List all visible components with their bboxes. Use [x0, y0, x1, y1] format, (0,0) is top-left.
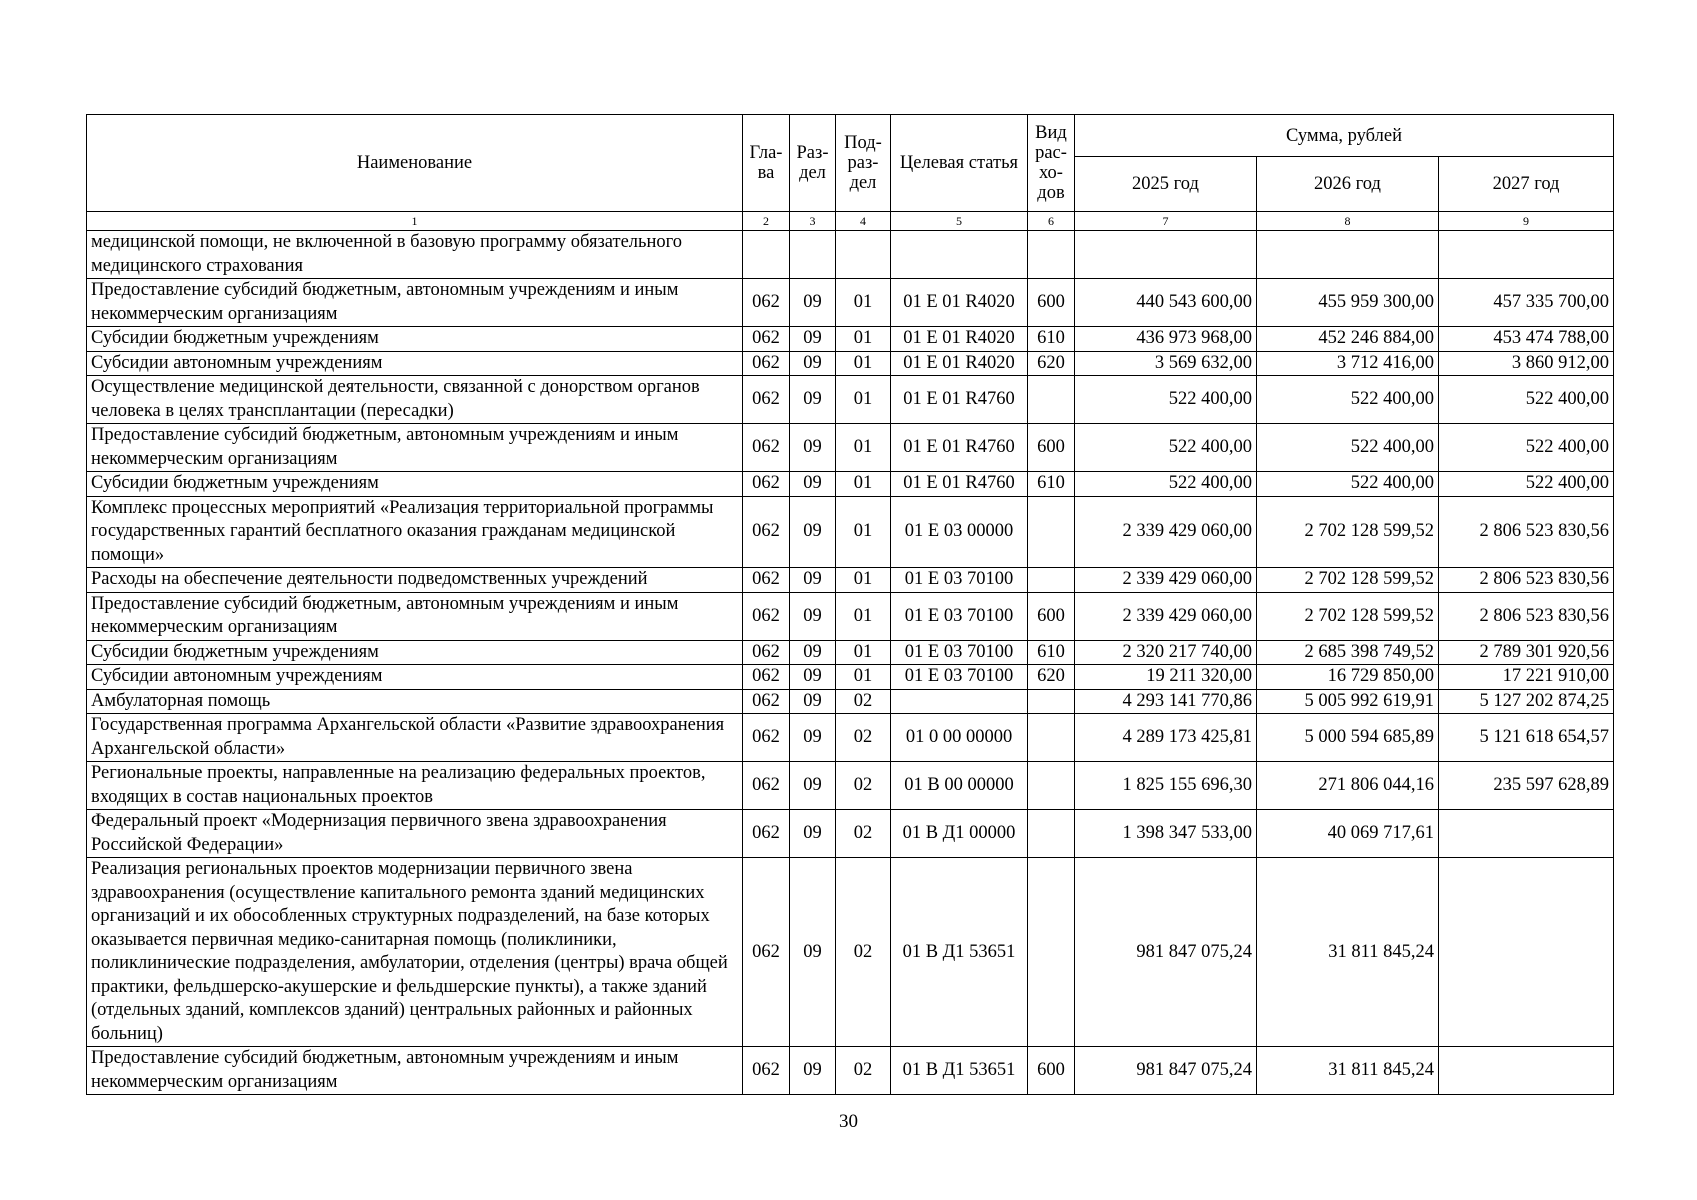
row-target-item: 01 Е 01 R4020: [891, 327, 1028, 352]
row-sum-2026: 5 000 594 685,89: [1257, 714, 1439, 762]
row-name: Субсидии бюджетным учреждениям: [87, 472, 743, 497]
column-number: 9: [1439, 212, 1614, 231]
table-row: [87, 762, 1614, 810]
row-section: 09: [790, 714, 836, 762]
row-sum-2025: 522 400,00: [1075, 376, 1257, 424]
row-chapter: 062: [743, 689, 790, 714]
row-section: 09: [790, 592, 836, 640]
header-sum: Сумма, рублей: [1075, 115, 1614, 157]
row-name: Реализация региональных проектов модернизации первичного звена здравоохранения (осуществление капитального ремонта зданий медицинских организаций и их обособленных структурных подразделений, на базе которых оказывается первичная медико-санитарная помощь (поликлиники, поликлинические подразделения, амбулатории, отделения (центры) врача общей практики, фельдшерско-акушерские и фельдшерские пункты), а также зданий (отдельных зданий, комплексов зданий) центральных районных и районных больниц): [87, 858, 743, 1047]
row-sum-2027: [1439, 810, 1614, 858]
header-name: Наименование: [87, 115, 743, 212]
row-sum-2026: 522 400,00: [1257, 472, 1439, 497]
row-sum-2025: 1 398 347 533,00: [1075, 810, 1257, 858]
column-number: 7: [1075, 212, 1257, 231]
row-target-item: 01 Е 01 R4760: [891, 472, 1028, 497]
row-expense-type: [1028, 231, 1075, 279]
row-expense-type: [1028, 810, 1075, 858]
row-sum-2027: 5 127 202 874,25: [1439, 689, 1614, 714]
header-year-2025: 2025 год: [1075, 157, 1257, 212]
row-target-item: 01 Е 01 R4760: [891, 376, 1028, 424]
row-subsection: [836, 231, 891, 279]
row-section: 09: [790, 472, 836, 497]
table-row: [87, 496, 1614, 568]
row-sum-2026: 2 702 128 599,52: [1257, 592, 1439, 640]
row-target-item: 01 Е 03 70100: [891, 640, 1028, 665]
column-number: 5: [891, 212, 1028, 231]
row-sum-2026: 5 005 992 619,91: [1257, 689, 1439, 714]
row-chapter: 062: [743, 496, 790, 568]
row-subsection: 01: [836, 640, 891, 665]
row-target-item: 01 0 00 00000: [891, 714, 1028, 762]
row-sum-2027: 17 221 910,00: [1439, 665, 1614, 690]
row-section: 09: [790, 424, 836, 472]
row-sum-2025: 436 973 968,00: [1075, 327, 1257, 352]
row-subsection: 02: [836, 689, 891, 714]
column-number: 8: [1257, 212, 1439, 231]
row-subsection: 01: [836, 424, 891, 472]
row-sum-2025: 4 293 141 770,86: [1075, 689, 1257, 714]
table-row: [87, 714, 1614, 762]
row-section: 09: [790, 858, 836, 1047]
column-number: 3: [790, 212, 836, 231]
row-target-item: 01 Е 01 R4020: [891, 279, 1028, 327]
row-sum-2025: 2 339 429 060,00: [1075, 592, 1257, 640]
row-sum-2025: [1075, 231, 1257, 279]
table-row: [87, 568, 1614, 593]
header-year-2026: 2026 год: [1257, 157, 1439, 212]
table-row: [87, 1047, 1614, 1095]
table-row: [87, 351, 1614, 376]
row-section: 09: [790, 496, 836, 568]
row-chapter: 062: [743, 810, 790, 858]
row-sum-2027: 457 335 700,00: [1439, 279, 1614, 327]
row-sum-2027: 2 789 301 920,56: [1439, 640, 1614, 665]
row-sum-2027: 2 806 523 830,56: [1439, 592, 1614, 640]
row-expense-type: 600: [1028, 1047, 1075, 1095]
row-sum-2026: 452 246 884,00: [1257, 327, 1439, 352]
row-sum-2026: 2 702 128 599,52: [1257, 496, 1439, 568]
row-section: 09: [790, 351, 836, 376]
row-expense-type: 620: [1028, 665, 1075, 690]
row-chapter: 062: [743, 592, 790, 640]
row-expense-type: [1028, 496, 1075, 568]
row-section: 09: [790, 689, 836, 714]
row-sum-2026: 271 806 044,16: [1257, 762, 1439, 810]
row-sum-2026: 40 069 717,61: [1257, 810, 1439, 858]
row-subsection: 01: [836, 327, 891, 352]
row-sum-2027: [1439, 1047, 1614, 1095]
row-expense-type: 600: [1028, 592, 1075, 640]
row-sum-2026: 455 959 300,00: [1257, 279, 1439, 327]
row-sum-2026: 2 702 128 599,52: [1257, 568, 1439, 593]
header-section: Раз-дел: [790, 115, 836, 212]
row-sum-2025: 981 847 075,24: [1075, 1047, 1257, 1095]
header-chapter: Гла-ва: [743, 115, 790, 212]
row-target-item: [891, 231, 1028, 279]
row-sum-2026: 522 400,00: [1257, 376, 1439, 424]
row-chapter: 062: [743, 279, 790, 327]
row-expense-type: [1028, 858, 1075, 1047]
row-subsection: 01: [836, 568, 891, 593]
table-row: [87, 327, 1614, 352]
row-subsection: 01: [836, 376, 891, 424]
table-row: [87, 424, 1614, 472]
row-expense-type: [1028, 689, 1075, 714]
row-target-item: 01 Е 03 70100: [891, 665, 1028, 690]
row-subsection: 01: [836, 351, 891, 376]
row-section: 09: [790, 327, 836, 352]
column-numbers-row: [87, 212, 1614, 231]
row-chapter: [743, 231, 790, 279]
table-row: [87, 472, 1614, 497]
row-chapter: 062: [743, 1047, 790, 1095]
row-name: Амбулаторная помощь: [87, 689, 743, 714]
row-name: медицинской помощи, не включенной в базовую программу обязательного медицинского страхования: [87, 231, 743, 279]
row-sum-2027: [1439, 858, 1614, 1047]
row-name: Осуществление медицинской деятельности, связанной с донорством органов человека в целях трансплантации (пересадки): [87, 376, 743, 424]
row-subsection: 02: [836, 762, 891, 810]
row-name: Предоставление субсидий бюджетным, автономным учреждениям и иным некоммерческим организациям: [87, 592, 743, 640]
row-target-item: 01 Е 03 00000: [891, 496, 1028, 568]
row-chapter: 062: [743, 665, 790, 690]
table-header: [87, 115, 1614, 231]
row-name: Государственная программа Архангельской области «Развитие здравоохранения Архангельской области»: [87, 714, 743, 762]
row-target-item: 01 В Д1 53651: [891, 1047, 1028, 1095]
row-sum-2025: 522 400,00: [1075, 472, 1257, 497]
header-year-2027: 2027 год: [1439, 157, 1614, 212]
row-sum-2027: 522 400,00: [1439, 376, 1614, 424]
row-subsection: 01: [836, 472, 891, 497]
row-section: 09: [790, 1047, 836, 1095]
row-section: 09: [790, 279, 836, 327]
header-subsection: Под-раз-дел: [836, 115, 891, 212]
row-section: 09: [790, 665, 836, 690]
row-section: 09: [790, 640, 836, 665]
row-sum-2026: 2 685 398 749,52: [1257, 640, 1439, 665]
row-sum-2026: 31 811 845,24: [1257, 1047, 1439, 1095]
row-sum-2027: 2 806 523 830,56: [1439, 496, 1614, 568]
row-name: Предоставление субсидий бюджетным, автономным учреждениям и иным некоммерческим организациям: [87, 279, 743, 327]
row-target-item: 01 Е 01 R4760: [891, 424, 1028, 472]
row-target-item: 01 Е 03 70100: [891, 592, 1028, 640]
row-sum-2027: 522 400,00: [1439, 472, 1614, 497]
row-sum-2025: 19 211 320,00: [1075, 665, 1257, 690]
table-row: [87, 858, 1614, 1047]
row-target-item: 01 Е 01 R4020: [891, 351, 1028, 376]
row-section: 09: [790, 810, 836, 858]
table-row: [87, 231, 1614, 279]
table-row: [87, 376, 1614, 424]
row-chapter: 062: [743, 472, 790, 497]
row-name: Комплекс процессных мероприятий «Реализация территориальной программы государственных гарантий бесплатного оказания гражданам медицинской помощи»: [87, 496, 743, 568]
row-name: Субсидии бюджетным учреждениям: [87, 327, 743, 352]
row-sum-2025: 981 847 075,24: [1075, 858, 1257, 1047]
page-number: 30: [839, 1111, 858, 1132]
row-sum-2027: 2 806 523 830,56: [1439, 568, 1614, 593]
column-number: 6: [1028, 212, 1075, 231]
table-row: [87, 640, 1614, 665]
row-sum-2026: 3 712 416,00: [1257, 351, 1439, 376]
row-target-item: 01 В Д1 53651: [891, 858, 1028, 1047]
row-chapter: 062: [743, 568, 790, 593]
row-name: Предоставление субсидий бюджетным, автономным учреждениям и иным некоммерческим организациям: [87, 424, 743, 472]
row-sum-2027: [1439, 231, 1614, 279]
row-expense-type: 610: [1028, 472, 1075, 497]
row-expense-type: 620: [1028, 351, 1075, 376]
row-subsection: 02: [836, 714, 891, 762]
row-chapter: 062: [743, 351, 790, 376]
row-subsection: 01: [836, 496, 891, 568]
table-row: [87, 279, 1614, 327]
row-subsection: 01: [836, 279, 891, 327]
row-subsection: 02: [836, 858, 891, 1047]
row-sum-2027: 5 121 618 654,57: [1439, 714, 1614, 762]
row-sum-2025: 2 339 429 060,00: [1075, 496, 1257, 568]
row-chapter: 062: [743, 714, 790, 762]
row-section: 09: [790, 376, 836, 424]
row-name: Субсидии автономным учреждениям: [87, 351, 743, 376]
budget-table: [86, 114, 1614, 1095]
table-row: [87, 592, 1614, 640]
row-section: 09: [790, 762, 836, 810]
row-subsection: 02: [836, 810, 891, 858]
row-chapter: 062: [743, 424, 790, 472]
row-sum-2025: 440 543 600,00: [1075, 279, 1257, 327]
row-target-item: [891, 689, 1028, 714]
row-target-item: 01 В Д1 00000: [891, 810, 1028, 858]
row-sum-2025: 2 320 217 740,00: [1075, 640, 1257, 665]
row-sum-2025: 1 825 155 696,30: [1075, 762, 1257, 810]
row-sum-2027: 453 474 788,00: [1439, 327, 1614, 352]
row-sum-2025: 2 339 429 060,00: [1075, 568, 1257, 593]
row-target-item: 01 В 00 00000: [891, 762, 1028, 810]
row-sum-2026: 522 400,00: [1257, 424, 1439, 472]
row-expense-type: 610: [1028, 327, 1075, 352]
row-chapter: 062: [743, 327, 790, 352]
row-chapter: 062: [743, 640, 790, 665]
column-number: 4: [836, 212, 891, 231]
column-number: 1: [87, 212, 743, 231]
row-sum-2025: 3 569 632,00: [1075, 351, 1257, 376]
row-expense-type: [1028, 714, 1075, 762]
row-name: Региональные проекты, направленные на реализацию федеральных проектов, входящих в состав национальных проектов: [87, 762, 743, 810]
row-section: [790, 231, 836, 279]
row-sum-2026: 31 811 845,24: [1257, 858, 1439, 1047]
row-expense-type: 600: [1028, 424, 1075, 472]
row-chapter: 062: [743, 858, 790, 1047]
row-expense-type: 600: [1028, 279, 1075, 327]
row-subsection: 01: [836, 665, 891, 690]
row-target-item: 01 Е 03 70100: [891, 568, 1028, 593]
table-row: [87, 810, 1614, 858]
row-sum-2026: 16 729 850,00: [1257, 665, 1439, 690]
row-sum-2025: 522 400,00: [1075, 424, 1257, 472]
row-name: Субсидии бюджетным учреждениям: [87, 640, 743, 665]
header-expense-type: Вид рас-хо-дов: [1028, 115, 1075, 212]
row-sum-2027: 3 860 912,00: [1439, 351, 1614, 376]
table-row: [87, 665, 1614, 690]
row-sum-2027: 235 597 628,89: [1439, 762, 1614, 810]
table-body: [87, 231, 1614, 1095]
row-subsection: 02: [836, 1047, 891, 1095]
row-name: Федеральный проект «Модернизация первичного звена здравоохранения Российской Федерации»: [87, 810, 743, 858]
row-expense-type: [1028, 376, 1075, 424]
row-subsection: 01: [836, 592, 891, 640]
row-sum-2027: 522 400,00: [1439, 424, 1614, 472]
row-name: Расходы на обеспечение деятельности подведомственных учреждений: [87, 568, 743, 593]
row-sum-2026: [1257, 231, 1439, 279]
table-row: [87, 689, 1614, 714]
column-number: 2: [743, 212, 790, 231]
row-chapter: 062: [743, 762, 790, 810]
row-chapter: 062: [743, 376, 790, 424]
header-target-item: Целевая статья: [891, 115, 1028, 212]
row-name: Субсидии автономным учреждениям: [87, 665, 743, 690]
row-expense-type: 610: [1028, 640, 1075, 665]
row-section: 09: [790, 568, 836, 593]
row-name: Предоставление субсидий бюджетным, автономным учреждениям и иным некоммерческим организациям: [87, 1047, 743, 1095]
row-sum-2025: 4 289 173 425,81: [1075, 714, 1257, 762]
row-expense-type: [1028, 568, 1075, 593]
row-expense-type: [1028, 762, 1075, 810]
